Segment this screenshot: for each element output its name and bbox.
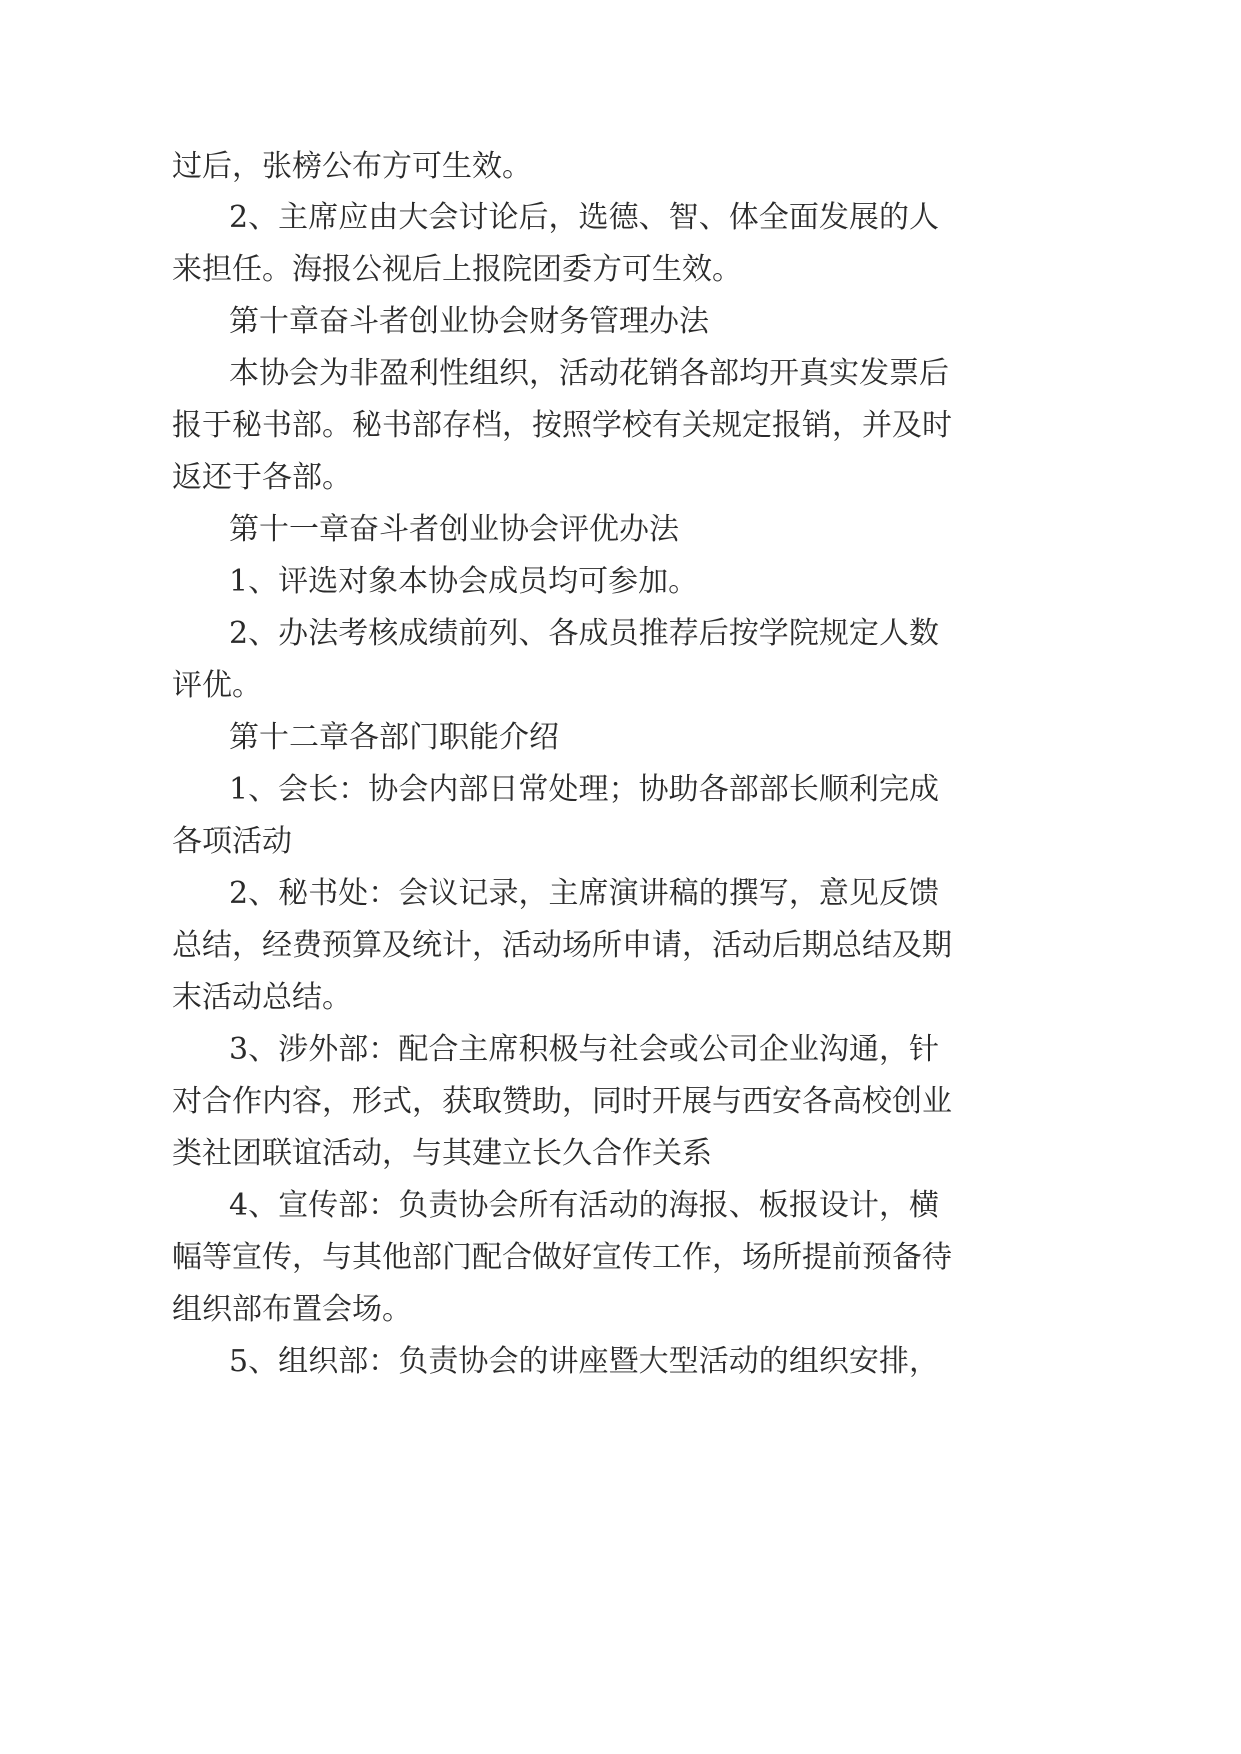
text-line: 过后，张榜公布方可生效。 bbox=[172, 149, 532, 184]
text-line: 类社团联谊活动，与其建立长久合作关系 bbox=[172, 1136, 712, 1171]
section-heading: 第十一章奋斗者创业协会评优办法 bbox=[229, 512, 679, 547]
text-line: 2、主席应由大会讨论后，选德、智、体全面发展的人 bbox=[229, 200, 939, 235]
text-line: 3、涉外部：配合主席积极与社会或公司企业沟通，针 bbox=[229, 1032, 939, 1067]
text-line: 来担任。海报公视后上报院团委方可生效。 bbox=[172, 252, 742, 287]
text-line: 1、会长：协会内部日常处理；协助各部部长顺利完成 bbox=[229, 772, 939, 807]
text-line: 组织部布置会场。 bbox=[172, 1292, 412, 1327]
text-line: 末活动总结。 bbox=[172, 980, 352, 1015]
text-line: 各项活动 bbox=[172, 824, 292, 859]
text-line: 对合作内容，形式，获取赞助，同时开展与西安各高校创业 bbox=[172, 1084, 952, 1119]
text-line: 1、评选对象本协会成员均可参加。 bbox=[229, 564, 699, 599]
text-line: 返还于各部。 bbox=[172, 460, 352, 495]
text-line: 2、秘书处：会议记录，主席演讲稿的撰写，意见反馈 bbox=[229, 876, 939, 911]
section-heading: 第十章奋斗者创业协会财务管理办法 bbox=[229, 304, 709, 339]
text-line: 本协会为非盈利性组织，活动花销各部均开真实发票后 bbox=[229, 356, 949, 391]
text-line: 幅等宣传，与其他部门配合做好宣传工作，场所提前预备待 bbox=[172, 1240, 952, 1275]
text-line: 评优。 bbox=[172, 668, 262, 703]
section-heading: 第十二章各部门职能介绍 bbox=[229, 720, 559, 755]
text-line: 总结，经费预算及统计，活动场所申请，活动后期总结及期 bbox=[172, 928, 952, 963]
text-line: 5、组织部：负责协会的讲座暨大型活动的组织安排， bbox=[229, 1344, 939, 1379]
text-line: 报于秘书部。秘书部存档，按照学校有关规定报销，并及时 bbox=[172, 408, 952, 443]
text-line: 2、办法考核成绩前列、各成员推荐后按学院规定人数 bbox=[229, 616, 939, 651]
text-line: 4、宣传部：负责协会所有活动的海报、板报设计，横 bbox=[229, 1188, 939, 1223]
